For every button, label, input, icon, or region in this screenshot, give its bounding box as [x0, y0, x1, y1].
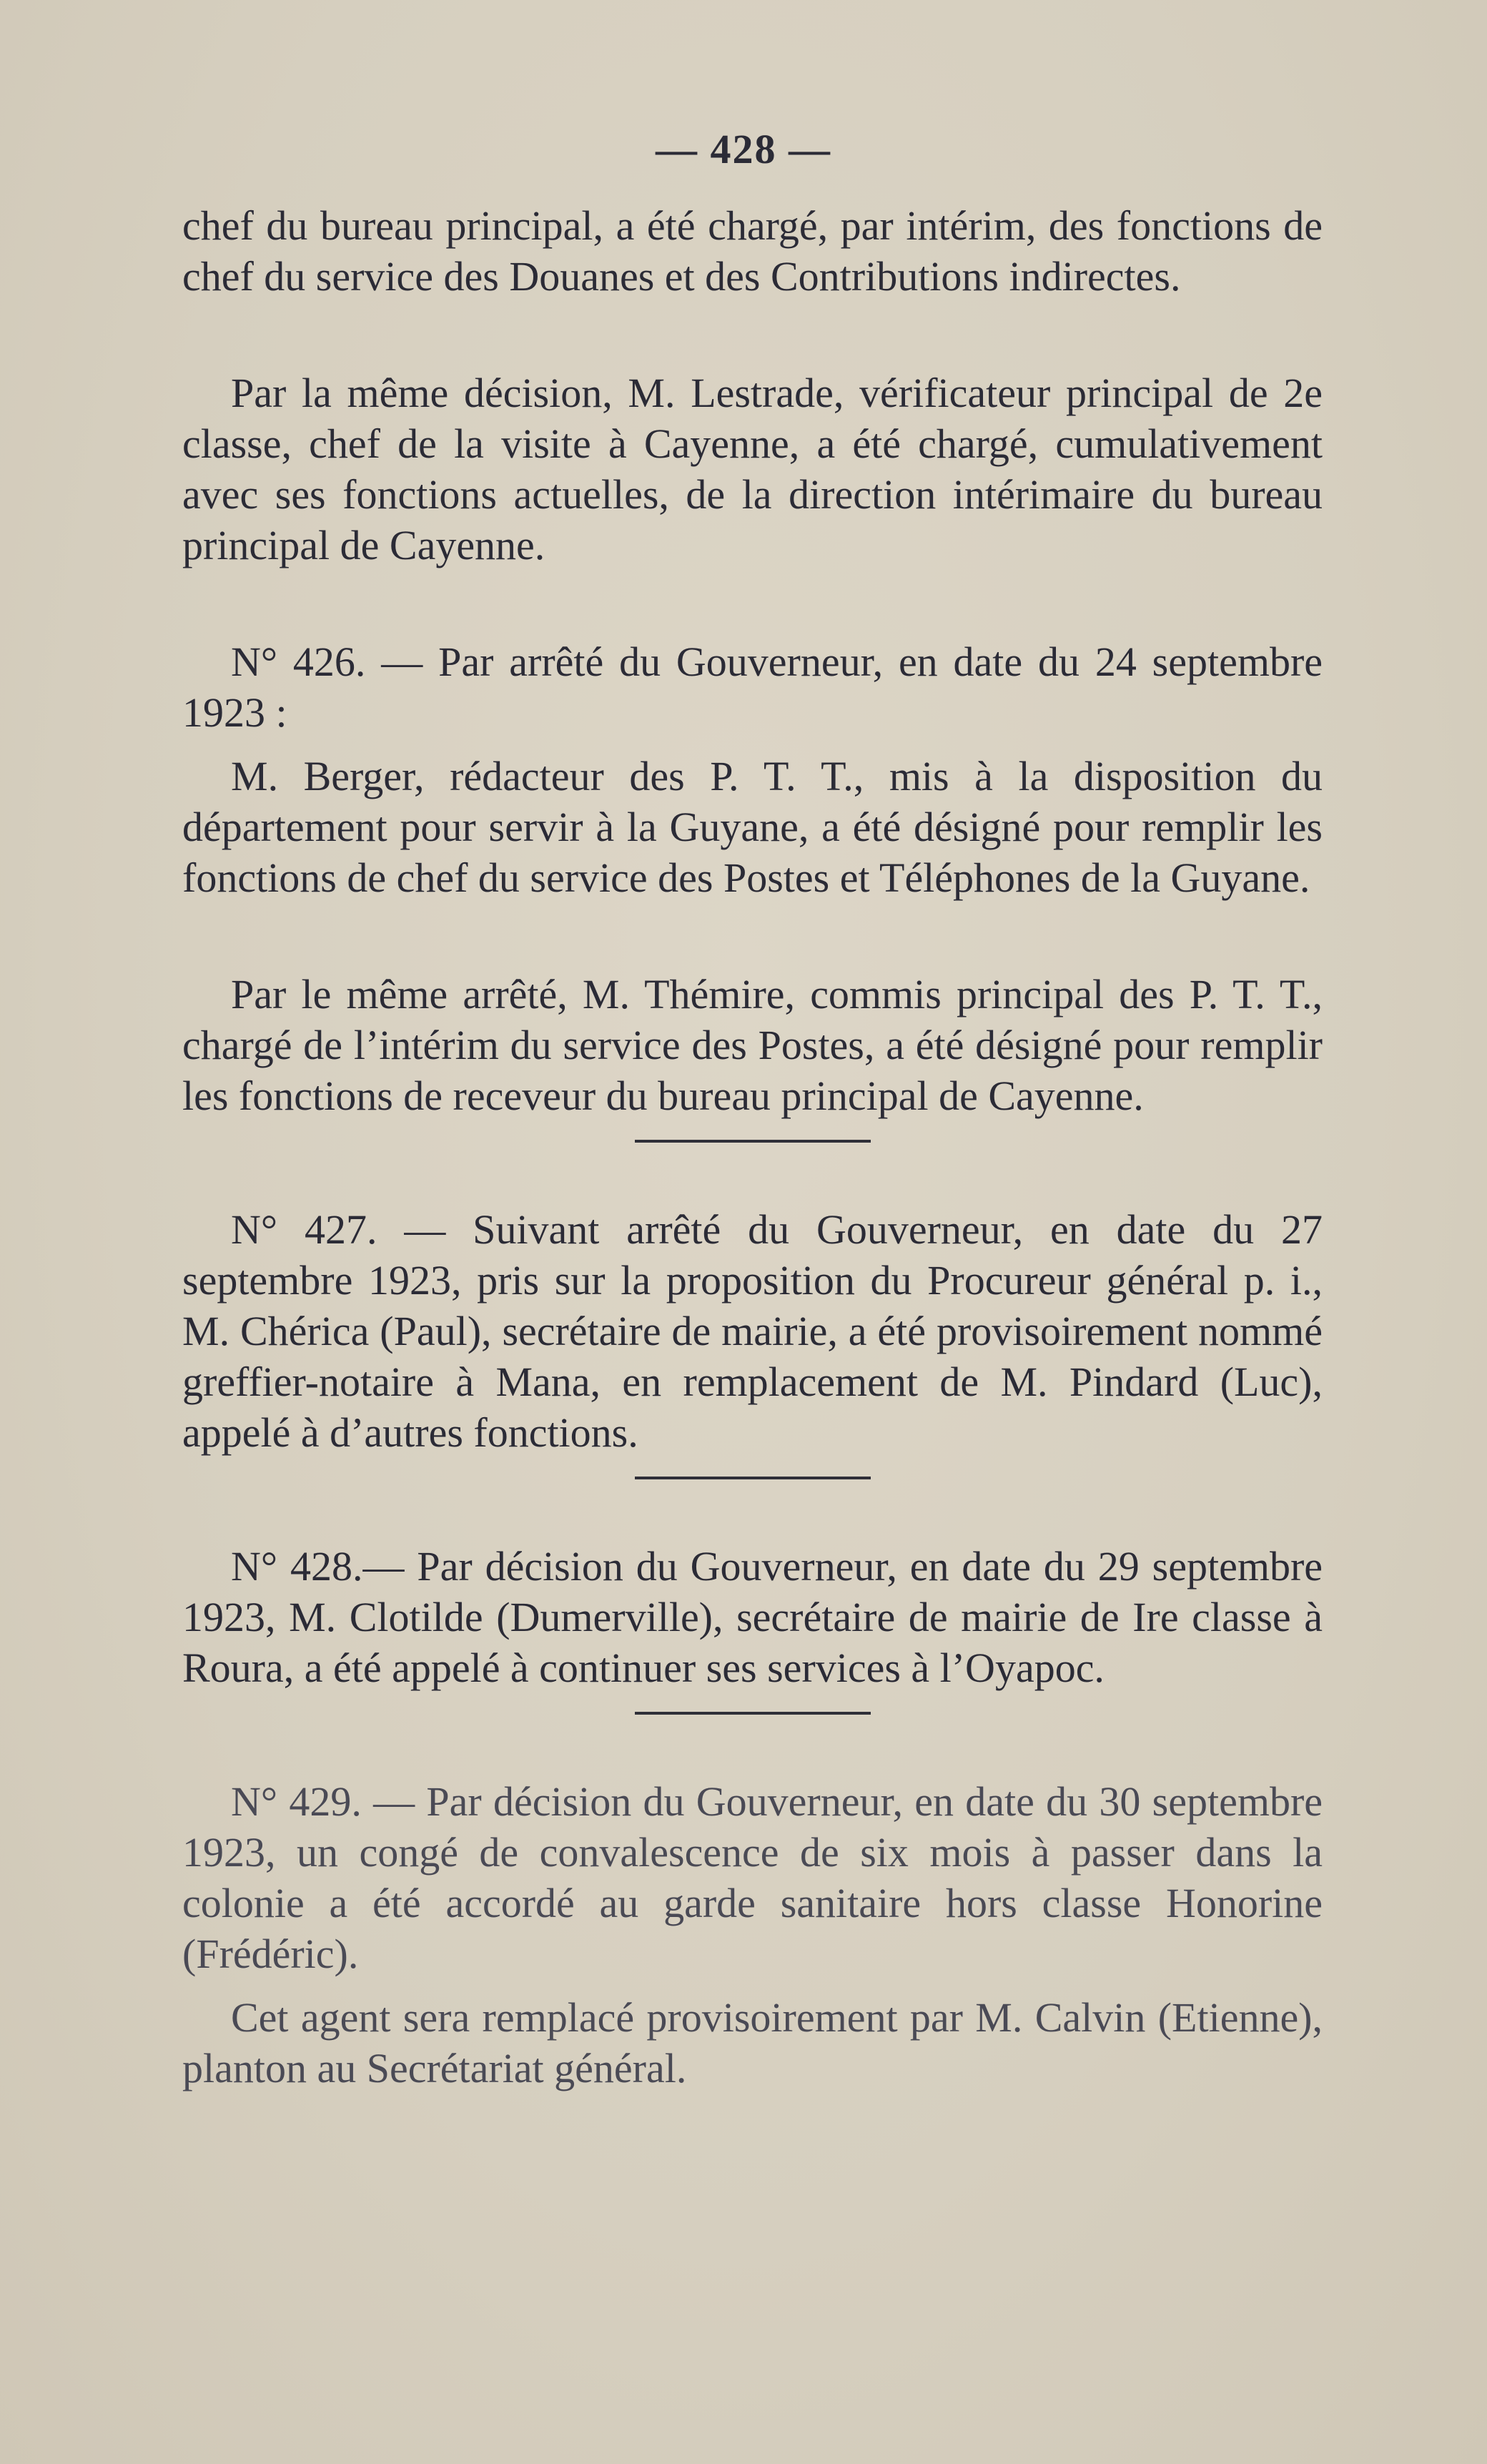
paragraph-calvin: Cet agent sera remplacé provisoirement par M. Calvin (Etienne), planton au Secrétariat général. — [182, 1994, 1323, 2091]
entry-427: N° 427. — Suivant arrêté du Gouverneur, en date du 27 septembre 1923, pris sur la proposition du Procureur général p. i., M. Chérica (Paul), secrétaire de mairie, a été provisoirement nommé greffier-notaire à Mana, en remplacement de M. Pindard (Luc), appelé à d’autres fonctions. — [182, 1206, 1323, 1456]
entry-428: N° 428.— Par décision du Gouverneur, en date du 29 septembre 1923, M. Clotilde (Dumerville), secrétaire de mairie de Ire classe à Roura, a été appelé à continuer ses services à l’Oyapoc. — [182, 1543, 1323, 1691]
section-divider — [635, 1477, 871, 1479]
entry-429: N° 429. — Par décision du Gouverneur, en date du 30 septembre 1923, un congé de convalescence de six mois à passer dans la colonie a été accordé au garde sanitaire hors classe Honorine (Frédéric). — [182, 1778, 1323, 1977]
paragraph-berger: M. Berger, rédacteur des P. T. T., mis à la disposition du département pour servir à la Guyane, a été désigné pour remplir les fonctions de chef du service des Postes et Téléphones de la Guyane. — [182, 753, 1323, 901]
section-divider — [635, 1712, 871, 1715]
paragraph-lestrade: Par la même décision, M. Lestrade, vérificateur principal de 2e classe, chef de la visite à Cayenne, a été chargé, cumulativement avec ses fonctions actuelles, de la direction intérimaire du bureau principal de Cayenne. — [182, 370, 1323, 568]
section-divider — [635, 1140, 871, 1143]
entry-426-heading: N° 426. — Par arrêté du Gouverneur, en date du 24 septembre 1923 : — [182, 639, 1323, 736]
paragraph-continuation: chef du bureau principal, a été chargé, par intérim, des fonctions de chef du service des Douanes et des Contributions indirectes. — [182, 202, 1323, 300]
paragraph-themire: Par le même arrêté, M. Thémire, commis principal des P. T. T., chargé de l’intérim du service des Postes, a été désigné pour remplir les fonctions de receveur du bureau principal de Cayenne. — [182, 971, 1323, 1119]
document-body — [182, 200, 1323, 2094]
page-number: — 428 — — [656, 126, 831, 172]
